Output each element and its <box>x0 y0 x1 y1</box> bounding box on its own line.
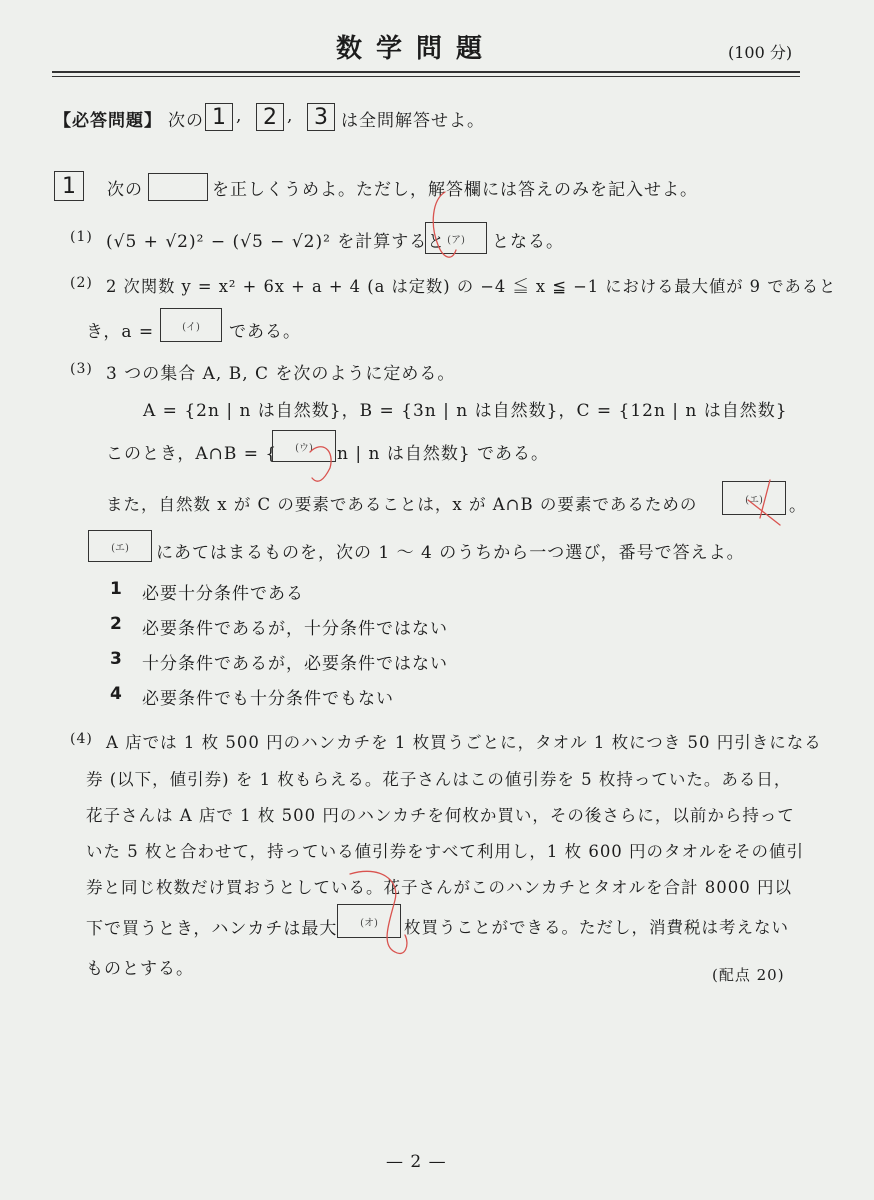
q1-lead-prefix: 次の <box>107 180 143 200</box>
pen-stroke <box>310 447 331 481</box>
answer-blank-e: (エ) <box>722 481 786 515</box>
page-number: — 2 — <box>386 1152 447 1172</box>
sub-question-number: (2) <box>70 275 93 291</box>
ref-separator: , <box>287 106 294 126</box>
sub-question-text: 2 次関数 y = x² + 6x + a + 4 (a は定数) の −4 ≦ x ≦ −1 における最大値が 9 であると <box>106 277 837 296</box>
answer-blank-o: (オ) <box>337 904 401 938</box>
sub-question-text: ものとする。 <box>86 959 194 979</box>
sub-question-number: (3) <box>70 361 93 377</box>
time-limit: (100 分) <box>728 43 793 62</box>
answer-blank-u: (ウ) <box>272 430 336 462</box>
sub-question-number: (4) <box>70 731 93 747</box>
sub-question-text: 下で買うとき，ハンカチは最大 <box>86 919 338 939</box>
sub-question-text: にあてはまるものを，次の 1 〜 4 のうちから一つ選び，番号で答えよ。 <box>156 543 745 563</box>
ref-separator: , <box>236 106 243 126</box>
choice-number: 3 <box>110 649 122 669</box>
pen-stroke <box>748 480 780 525</box>
choice-text: 十分条件であるが，必要条件ではない <box>142 654 448 674</box>
set-definitions: A = {2n | n は自然数}，B = {3n | n は自然数}，C = {12n | n は自然数} <box>143 401 788 421</box>
required-label: 【必答問題】 <box>54 111 162 131</box>
expression: (√5 + √2)² − (√5 − √2)² を計算すると <box>106 232 446 252</box>
question-ref-3: 3 <box>307 103 335 131</box>
answer-blank-a: (ア) <box>425 222 487 254</box>
sentence-end: 。 <box>789 496 807 516</box>
sub-question-text: 券と同じ枚数だけ買おうとしている。花子さんがこのハンカチとタオルを合計 8000 円以 <box>86 878 792 897</box>
choice-text: 必要条件でも十分条件でもない <box>142 689 394 709</box>
sub-question-text: 花子さんは A 店で 1 枚 500 円のハンカチを何枚か買い，その後さらに，以前から持って <box>86 806 795 825</box>
choice-number: 2 <box>110 614 122 634</box>
answer-blank-i: (イ) <box>160 308 222 342</box>
sub-question-text: A 店では 1 枚 500 円のハンカチを 1 枚買うごとに，タオル 1 枚につき 50 円引きになる <box>106 733 822 752</box>
sub-question-number: (1) <box>70 229 93 245</box>
instruction-prefix: 次の <box>168 111 204 131</box>
pen-stroke <box>350 871 407 953</box>
answer-blank-e-ref: (エ) <box>88 530 152 562</box>
sub-question-text: 券 (以下，値引券) を 1 枚もらえる。花子さんはこの値引券を 5 枚持っていた。ある日， <box>86 770 792 789</box>
instruction-suffix: は全問解答せよ。 <box>341 111 485 131</box>
choice-number: 4 <box>110 684 122 704</box>
q1-lead-suffix: を正しくうめよ。ただし，解答欄には答えのみを記入せよ。 <box>212 180 698 200</box>
sub-question-text: き，a = <box>86 322 155 342</box>
sub-question-text: となる。 <box>492 232 564 252</box>
page-title: 数学問題 <box>336 34 497 64</box>
sub-question-text: である。 <box>229 322 301 342</box>
sub-question-text: このとき，A∩B = { <box>106 444 278 464</box>
question-ref-1: 1 <box>205 103 233 131</box>
sub-question-text: n | n は自然数} である。 <box>337 444 550 464</box>
choice-number: 1 <box>110 579 122 599</box>
choice-text: 必要十分条件である <box>142 584 304 604</box>
question-number-box: 1 <box>54 171 84 201</box>
sub-question-text: また，自然数 x が C の要素であることは，x が A∩B の要素であるための <box>106 495 698 514</box>
pen-stroke <box>433 192 456 257</box>
sub-question-text: 3 つの集合 A, B, C を次のように定める。 <box>106 364 456 384</box>
sub-question-text: 枚買うことができる。ただし，消費税は考えない <box>404 918 789 937</box>
choice-text: 必要条件であるが，十分条件ではない <box>142 619 448 639</box>
sub-question-text: いた 5 枚と合わせて，持っている値引券をすべて利用し，1 枚 600 円のタオルをその値引 <box>86 842 805 861</box>
question-ref-2: 2 <box>256 103 284 131</box>
points-label: (配点 20) <box>712 966 785 984</box>
